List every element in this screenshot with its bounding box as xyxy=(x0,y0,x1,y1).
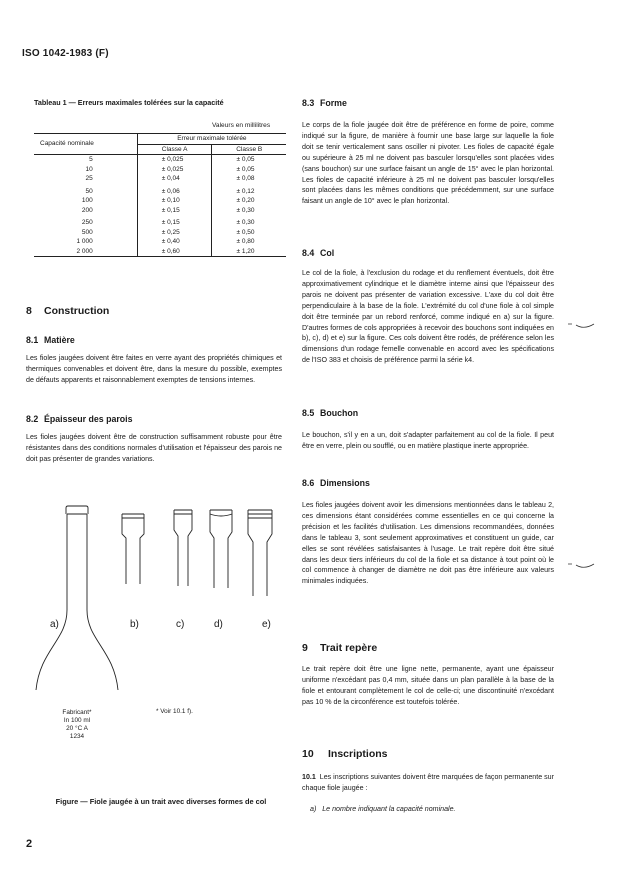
cell-class-b: ± 1,20 xyxy=(212,247,286,257)
cell-capacity: 1 000 xyxy=(76,238,93,245)
section-9-heading xyxy=(302,642,377,654)
section-8-3-heading xyxy=(302,98,347,108)
section-8-5-heading xyxy=(302,408,358,418)
figure-label-a: a) xyxy=(50,619,59,630)
cell-class-b: ± 0,30 xyxy=(212,215,286,228)
section-number: 8 xyxy=(26,305,32,317)
cell-capacity: 500 xyxy=(81,228,93,236)
col-header-class-b: Classe B xyxy=(212,144,286,155)
cell-class-b: ± 0,20 xyxy=(212,196,286,206)
neck-d-drawing xyxy=(210,510,232,588)
cell-class-a: ± 0,60 xyxy=(137,247,212,257)
list-label: a) xyxy=(310,805,317,813)
table-row xyxy=(34,155,286,165)
table-row xyxy=(34,215,286,228)
figure-label-c: c) xyxy=(176,619,185,630)
flask-maker: Fabricant* xyxy=(62,709,92,716)
section-8-6-text: Les fioles jaugées doivent avoir les dimensions mentionnées dans le tableau 2, ces dimensions étant considérées comme essentielles en ce qui concerne la précision et les facilités d'utilisation. Les dimensions recommandées, données dans le tableau 3, sont seulement approximatives et constituent un guide, car elles se sont révélées satisfaisantes à l'usage. Le trait repère doit être situé dans les deux tiers inférieurs du col de la fiole et sa distance à tout point où le col commence à changer de diamètre ne doit pas être inférieure aux valeurs minimales indiquées. xyxy=(302,501,554,586)
table-row xyxy=(34,184,286,197)
section-8-heading xyxy=(26,305,109,317)
section-title: Construction xyxy=(44,305,110,317)
cell-class-a: ± 0,15 xyxy=(137,215,212,228)
flask-temperature: 20 °C A xyxy=(66,725,88,732)
section-number: 10 xyxy=(302,748,314,760)
table-units: Valeurs en millilitres xyxy=(212,122,271,129)
section-9-text: Le trait repère doit être une ligne nette, permanente, ayant une épaisseur uniforme n'excédant pas 0,4 mm, située dans un plan parallèle à la base de la fiole et entourant complètement le col de celle-ci; une discontinuité n'excédant pas 10 % de la circonférence est toutefois tolérée. xyxy=(302,665,554,706)
flask-a-drawing xyxy=(36,506,118,690)
flask-figure xyxy=(28,500,288,690)
table-row xyxy=(34,174,286,184)
flask-inscription xyxy=(42,709,112,741)
section-10-1-text xyxy=(302,772,554,794)
cell-capacity: 200 xyxy=(81,206,93,214)
table-row xyxy=(34,247,286,257)
figure-note: * Voir 10.1 f). xyxy=(156,708,193,715)
table-row xyxy=(34,237,286,247)
section-title: Matière xyxy=(44,335,75,345)
cell-class-a: ± 0,04 xyxy=(137,174,212,184)
cell-class-a: ± 0,40 xyxy=(137,237,212,247)
document-header: ISO 1042-1983 (F) xyxy=(22,48,109,59)
cell-class-a: ± 0,10 xyxy=(137,196,212,206)
cell-class-a: ± 0,06 xyxy=(137,184,212,197)
table-row xyxy=(34,165,286,175)
col-header-class-a: Classe A xyxy=(137,144,212,155)
cell-class-a: ± 0,025 xyxy=(137,155,212,165)
section-number: 8.5 xyxy=(302,408,315,418)
margin-mark-1 xyxy=(566,320,596,334)
table-row xyxy=(34,206,286,216)
section-8-3-text: Le corps de la fiole jaugée doit être de préférence en forme de poire, comme indiqué sur la figure, de manière à fournir une base large sur laquelle la fiole doit se tenir verticalement sans osciller ni pivoter. Les fioles de capacité égale ou supérieure à 25 ml ne doivent pas basculer lorsqu'elles sont placées vides (sans bouchon) sur une surface faisant un angle de 15° avec le plan horizontal. Les fioles de capacité inférieure à 25 ml ne doivent pas basculer lorsqu'elles sont placées dans les mêmes conditions que précédemment, sur une surface faisant un angle de 10° avec le plan horizontal. xyxy=(302,121,554,206)
section-title: Bouchon xyxy=(320,408,359,418)
figure-label-b: b) xyxy=(130,619,139,630)
neck-c-drawing xyxy=(174,510,192,586)
section-title: Inscriptions xyxy=(328,748,388,760)
cell-class-b: ± 0,08 xyxy=(212,174,286,184)
section-10-heading xyxy=(302,748,388,760)
section-10-1-a-text xyxy=(310,804,554,815)
cell-class-b: ± 0,50 xyxy=(212,228,286,238)
cell-capacity: 25 xyxy=(85,175,93,182)
cell-capacity: 250 xyxy=(81,219,93,226)
tolerance-table xyxy=(34,133,286,257)
section-number: 8.6 xyxy=(302,478,315,488)
section-title: Dimensions xyxy=(320,478,370,488)
cell-class-a: ± 0,25 xyxy=(137,228,212,238)
cell-class-b: ± 0,05 xyxy=(212,155,286,165)
section-number: 8.3 xyxy=(302,98,315,108)
section-8-5-text: Le bouchon, s'il y en a un, doit s'adapter parfaitement au col de la fiole. Il peut être en verre, plein ou soufflé, ou en matière plastique inerte appropriée. xyxy=(302,431,554,450)
section-8-1-heading xyxy=(26,335,75,345)
section-number: 8.1 xyxy=(26,335,39,345)
section-8-1-text: Les fioles jaugées doivent être faites en verre ayant des propriétés chimiques et thermiques convenables et doivent être, dans la mesure du possible, exemptes de défauts apparents et raisonnablement exemptes de tensions internes. xyxy=(26,354,282,384)
section-body: Les inscriptions suivantes doivent être marquées de façon permanente sur chaque fiole jaugée : xyxy=(302,773,554,792)
section-number: 9 xyxy=(302,642,308,654)
cell-capacity: 50 xyxy=(85,187,93,195)
flask-capacity: In 100 ml xyxy=(63,717,91,724)
figure-caption: Figure — Fiole jaugée à un trait avec diverses formes de col xyxy=(55,797,267,806)
table-row xyxy=(34,196,286,206)
section-title: Trait repère xyxy=(320,642,378,654)
table-caption: Tableau 1 — Erreurs maximales tolérées sur la capacité xyxy=(34,98,224,107)
section-8-2-heading xyxy=(26,414,133,424)
section-title: Épaisseur des parois xyxy=(44,414,133,424)
cell-capacity: 2 000 xyxy=(34,247,137,257)
cell-capacity: 5 xyxy=(89,156,93,163)
page-number: 2 xyxy=(26,838,33,850)
figure-label-d: d) xyxy=(214,619,223,630)
section-number: 8.4 xyxy=(302,248,315,258)
cell-class-b: ± 0,80 xyxy=(212,237,286,247)
section-8-4-text: Le col de la fiole, à l'exclusion du rodage et du renflement éventuels, doit être approximativement cylindrique et le diamètre interne ainsi que l'épaisseur des parois ne doivent pas présenter de variation excessive. L'axe du col doit être perpendiculaire à la base de la fiole. L'extrémité du col d'une fiole à col simple doit être terminée par un rebord renforcé, comme indiqué en a) sur la figure. D'autres formes de cols appropriées à recevoir des bouchons sont indiquées en b), c), d) et e) sur la figure. Ces cols doivent être rodés, de préférence selon les dimensions d'un rodage femelle convenable en accord avec les spécifications de l'ISO 383 et choisis de préférence parmi la série k4. xyxy=(302,269,554,365)
cell-class-b: ± 0,05 xyxy=(212,165,286,175)
cell-class-b: ± 0,12 xyxy=(212,184,286,197)
section-8-2-text: Les fioles jaugées doivent être de construction suffisamment robuste pour être résistantes dans des conditions normales d'utilisation et l'épaisseur des parois ne doit pas présenter de grandes variations. xyxy=(26,433,282,463)
section-8-6-heading xyxy=(302,478,370,488)
col-header-capacity: Capacité nominale xyxy=(34,134,137,155)
flask-serial: 1234 xyxy=(69,733,85,740)
cell-capacity: 100 xyxy=(81,197,93,204)
col-header-error: Erreur maximale tolérée xyxy=(137,134,286,145)
section-number: 8.2 xyxy=(26,414,39,424)
cell-class-a: ± 0,025 xyxy=(137,165,212,175)
list-text: Le nombre indiquant la capacité nominale. xyxy=(322,805,456,813)
section-title: Col xyxy=(320,248,335,258)
table-row xyxy=(34,228,286,238)
neck-e-drawing xyxy=(248,510,272,596)
figure-label-e: e) xyxy=(262,619,271,630)
neck-b-drawing xyxy=(122,514,144,584)
section-title: Forme xyxy=(320,98,347,108)
section-number: 10.1 xyxy=(302,773,316,781)
cell-class-a: ± 0,15 xyxy=(137,206,212,216)
cell-capacity: 10 xyxy=(85,165,93,173)
section-8-4-heading xyxy=(302,248,334,258)
cell-class-b: ± 0,30 xyxy=(212,206,286,216)
margin-mark-2 xyxy=(566,560,596,574)
